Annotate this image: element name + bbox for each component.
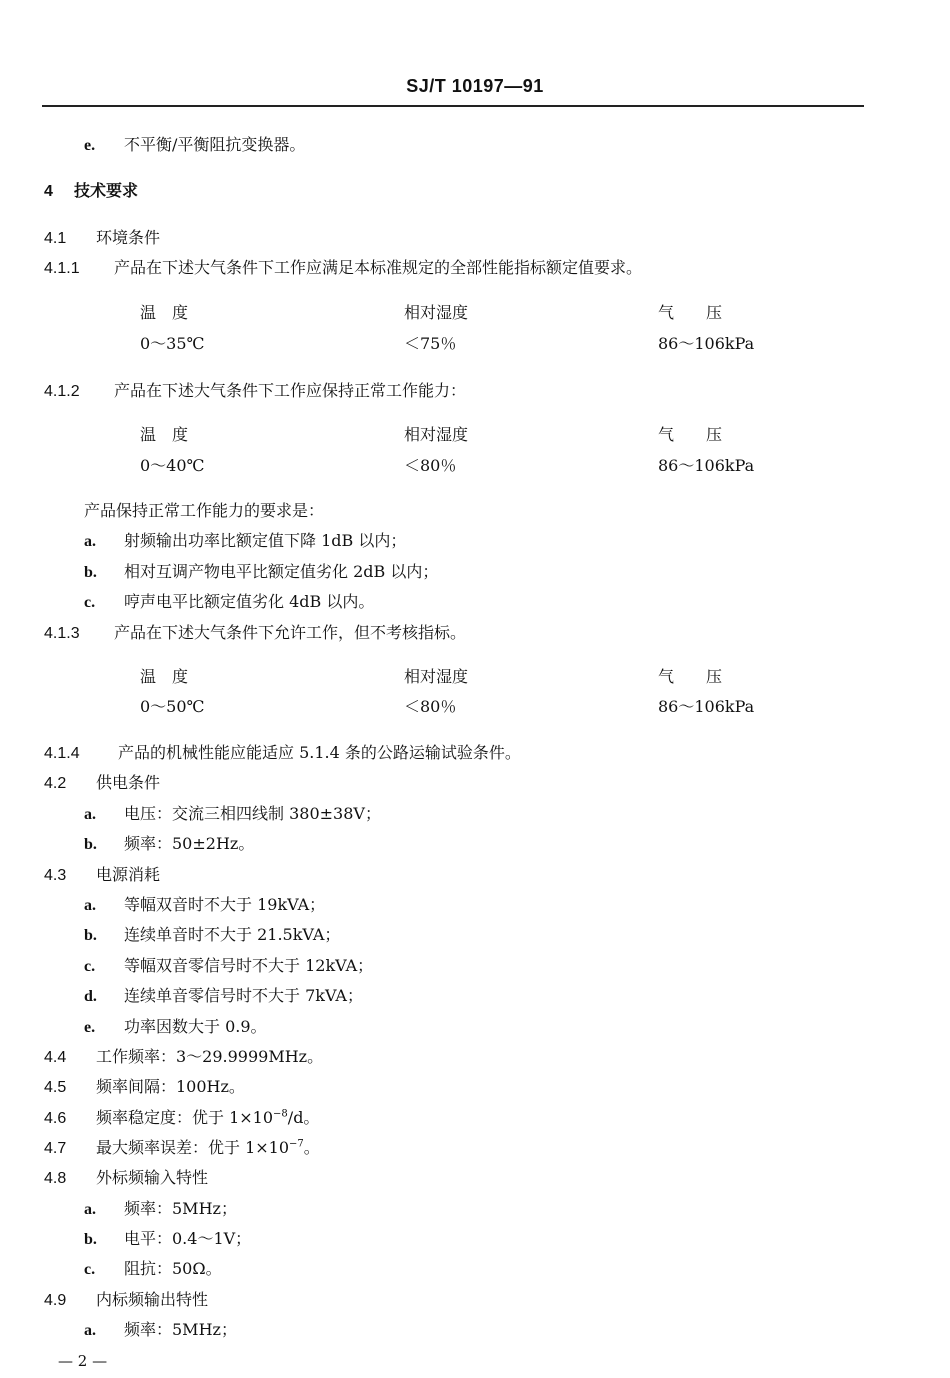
table-cell: 86～106kPa <box>658 334 755 353</box>
clause-4-1-1: 4.1.1 产品在下述大气条件下工作应满足本标准规定的全部性能指标额定值要求。 <box>44 258 643 277</box>
table-header: 相对湿度 <box>404 425 469 444</box>
list-item: a. 电压：交流三相四线制 380±38V； <box>84 804 381 823</box>
list-item: c. 阻抗：50Ω。 <box>84 1259 222 1278</box>
table-cell: 0～35℃ <box>140 334 205 353</box>
table-header: 气 压 <box>658 425 723 444</box>
table-header: 气 压 <box>658 667 723 686</box>
table-cell: ＜80％ <box>404 456 457 475</box>
list-item: b. 频率：50±2Hz。 <box>84 834 255 853</box>
section-4-6: 4.6 频率稳定度：优于 $1\times 10^{-8}/d$。 <box>44 1108 320 1127</box>
list-item: a. 频率：5MHz； <box>84 1320 237 1339</box>
table-cell: ＜80％ <box>404 697 457 716</box>
table-header: 温 度 <box>140 667 189 686</box>
list-item: b. 相对互调产物电平比额定值劣化 2dB 以内； <box>84 562 439 581</box>
table-cell: 86～106kPa <box>658 456 755 475</box>
clause-4-1-4: 4.1.4 产品的机械性能应能适应 5.1.4 条的公路运输试验条件。 <box>44 743 521 762</box>
page-number: — 2 — <box>58 1352 108 1370</box>
section-heading: 4 技术要求 <box>44 181 139 200</box>
list-item: e. 不平衡/平衡阻抗变换器。 <box>84 135 306 154</box>
list-item: b. 电平：0.4～1V； <box>84 1229 252 1248</box>
table-header: 相对湿度 <box>404 303 469 322</box>
list-item: a. 射频输出功率比额定值下降 1dB 以内； <box>84 531 407 550</box>
section-4-7: 4.7 最大频率误差：优于 $1\times 10^{-7}$。 <box>44 1138 320 1157</box>
table-header: 相对湿度 <box>404 667 469 686</box>
list-item: a. 等幅双音时不大于 19kVA； <box>84 895 326 914</box>
list-item: b. 连续单音时不大于 21.5kVA； <box>84 925 341 944</box>
table-cell: 0～50℃ <box>140 697 205 716</box>
table-header: 温 度 <box>140 425 189 444</box>
page-header: SJ/T 10197—91 <box>406 76 544 96</box>
subsection-heading: 4.1 环境条件 <box>44 228 161 247</box>
list-item: e. 功率因数大于 0.9。 <box>84 1017 267 1036</box>
table-cell: ＜75％ <box>404 334 457 353</box>
section-4-3: 4.3 电源消耗 <box>44 865 161 884</box>
section-4-9: 4.9 内标频输出特性 <box>44 1290 209 1309</box>
section-4-2: 4.2 供电条件 <box>44 773 161 792</box>
section-4-5: 4.5 频率间隔：100Hz。 <box>44 1077 245 1096</box>
section-4-8: 4.8 外标频输入特性 <box>44 1168 209 1187</box>
table-cell: 0～40℃ <box>140 456 205 475</box>
list-item: c. 等幅双音零信号时不大于 12kVA； <box>84 956 374 975</box>
header-rule <box>42 105 864 107</box>
table-header: 气 压 <box>658 303 723 322</box>
section-4-4: 4.4 工作频率：3～29.9999MHz。 <box>44 1047 324 1066</box>
requirement-intro: 产品保持正常工作能力的要求是： <box>84 501 325 520</box>
table-header: 温 度 <box>140 303 189 322</box>
list-item: c. 哼声电平比额定值劣化 4dB 以内。 <box>84 592 375 611</box>
list-item: d. 连续单音零信号时不大于 7kVA； <box>84 986 363 1005</box>
table-cell: 86～106kPa <box>658 697 755 716</box>
list-item: a. 频率：5MHz； <box>84 1199 237 1218</box>
clause-4-1-2: 4.1.2 产品在下述大气条件下工作应保持正常工作能力： <box>44 381 467 400</box>
clause-4-1-3: 4.1.3 产品在下述大气条件下允许工作，但不考核指标。 <box>44 623 467 642</box>
